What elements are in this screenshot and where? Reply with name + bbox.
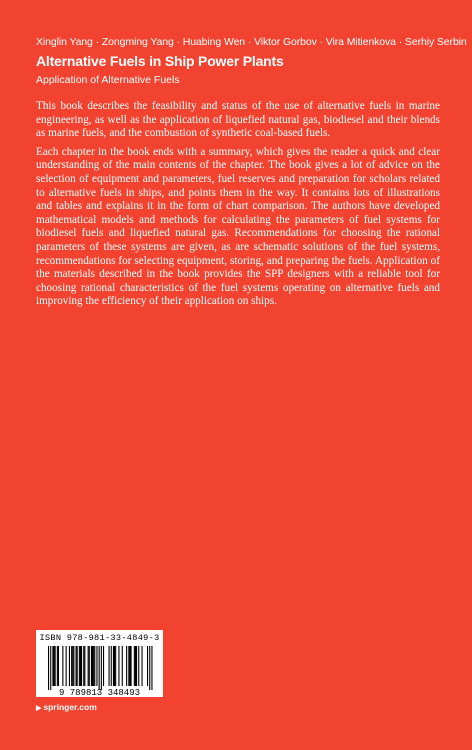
barcode-bar xyxy=(54,646,55,686)
barcode-bar xyxy=(91,646,92,686)
barcode-bar xyxy=(118,646,119,686)
barcode-bar xyxy=(135,646,136,686)
isbn-label: ISBN 978-981-33-4849-3 xyxy=(39,633,160,643)
barcode-bar xyxy=(66,646,67,686)
barcode-bar xyxy=(81,646,82,686)
barcode-bar xyxy=(96,646,97,686)
barcode-bar xyxy=(94,646,95,686)
barcode-bar xyxy=(93,646,94,686)
barcode-bar xyxy=(79,646,80,686)
publisher-url: springer.com xyxy=(43,702,97,712)
barcode-bar xyxy=(101,646,102,690)
barcode-bar xyxy=(113,646,114,686)
barcode-bar xyxy=(147,646,148,686)
barcode-bar xyxy=(128,646,129,686)
publisher-link[interactable] xyxy=(36,702,97,712)
barcode-bar xyxy=(55,646,56,686)
barcode-bar xyxy=(73,646,74,686)
barcode-bar xyxy=(72,646,73,686)
barcode-bar xyxy=(111,646,112,686)
barcode-bar xyxy=(58,646,59,686)
barcode-bar xyxy=(115,646,116,686)
barcode xyxy=(36,630,163,697)
barcode-bar xyxy=(136,646,137,686)
barcode-bar xyxy=(88,646,89,686)
barcode-bar xyxy=(122,646,123,686)
book-subtitle: Application of Alternative Fuels xyxy=(36,74,180,86)
barcode-bar xyxy=(151,646,152,690)
barcode-digits: 9 789813 348493 xyxy=(58,688,141,696)
barcode-bar xyxy=(76,646,77,686)
barcode-bar xyxy=(89,646,90,686)
barcode-bar xyxy=(50,646,51,690)
barcode-bar xyxy=(80,646,81,686)
barcode-icon xyxy=(42,646,157,696)
description-paragraph-1: This book describes the feasibility and status of the use of alternative fuels in marine engineering, as well as the application of liquefied natural gas, biodiesel and their blends as marine fuels, and the combustion of synthetic coal-based fuels. xyxy=(36,100,440,140)
barcode-bar xyxy=(71,646,72,686)
barcode-bar xyxy=(103,646,104,686)
barcode-bar xyxy=(92,646,93,686)
barcode-bar xyxy=(99,646,100,690)
book-title: Alternative Fuels in Ship Power Plants xyxy=(36,53,284,69)
barcode-bar xyxy=(126,646,127,686)
barcode-bar xyxy=(142,646,143,686)
barcode-bar xyxy=(57,646,58,686)
barcode-bar xyxy=(131,646,132,686)
barcode-bar xyxy=(149,646,150,690)
header xyxy=(36,36,467,86)
description xyxy=(36,100,440,314)
description-paragraph-2: Each chapter in the book ends with a summary, which gives the reader a quick and clear understanding of the main contents of the chapter. The book gives a lot of advice on the selection of equipment and parameters, fuel reserves and preparation for scholars related to alternative fuels in ships, and points them in the way. It contains lots of illustrations and tables and explains it in the form of chart comparison. The authors have developed mathematical models and methods for calculating the parameters of fuel systems for biodiesel fuels and liquefied natural gas. Recommendations for choosing the rational parameters of these systems are given, as are schematic solutions of the fuel systems, recommendations for selecting equipment, storing, and preparing the fuels. Application of the materials described in the book provides the SPP designers with a reliable tool for choosing rational characteristics of the fuel systems operating on alternative fuels and improving the efficiency of their application on ships. xyxy=(36,145,440,308)
barcode-bar xyxy=(62,646,63,686)
barcode-bar xyxy=(134,646,135,686)
barcode-bar xyxy=(52,646,53,686)
barcode-bar xyxy=(138,646,139,686)
barcode-bar xyxy=(77,646,78,686)
barcode-bar xyxy=(69,646,70,686)
barcode-bar xyxy=(109,646,110,686)
barcode-bar xyxy=(114,646,115,686)
barcode-bar xyxy=(84,646,85,686)
barcode-bar xyxy=(129,646,130,686)
triangle-right-icon: ▶ xyxy=(36,705,42,712)
barcode-bar xyxy=(48,646,49,690)
authors: Xinglin Yang · Zongming Yang · Huabing Wen · Viktor Gorbov · Vira Mitienkova · Serhiy Serbin xyxy=(36,36,467,48)
barcode-bar xyxy=(83,646,84,686)
